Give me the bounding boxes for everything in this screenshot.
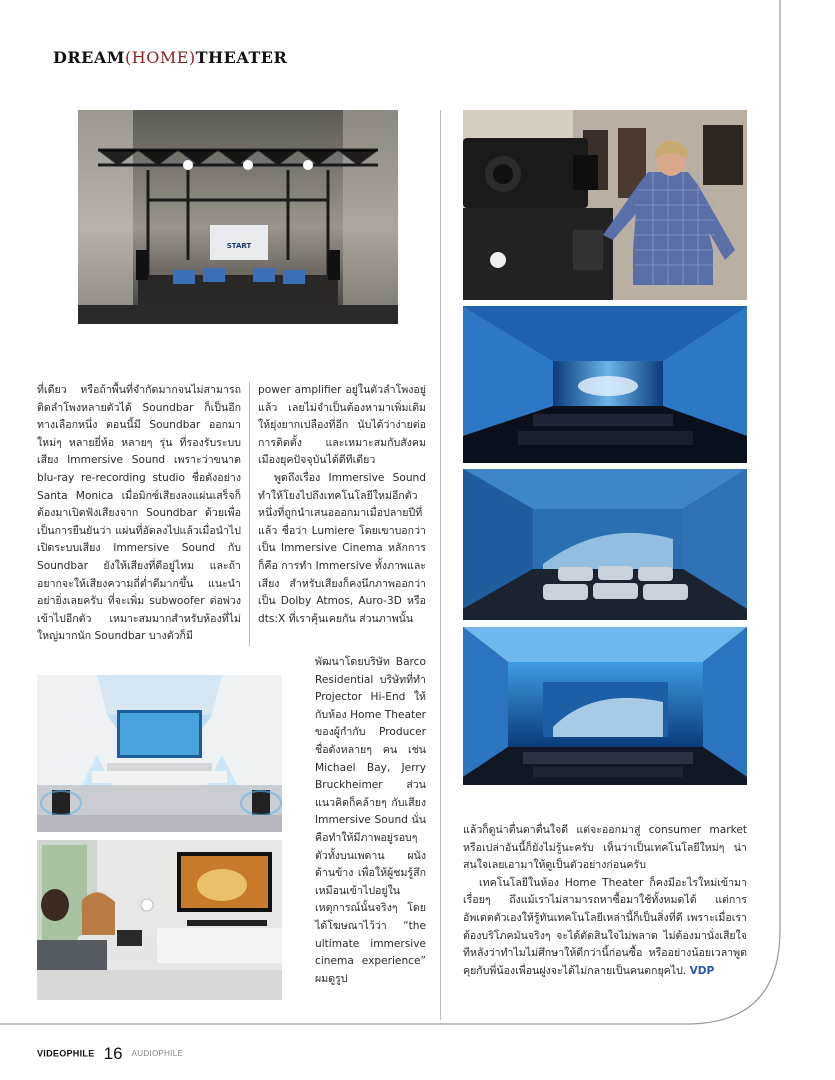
middle-paragraph-2: พูดถึงเรื่อง Immersive Sound ทำให้โยงไปถึงเทคโนโลยีใหม่อีกตัวหนึ่งที่ถูกนำเสนอออกมาเมื่อปลายปีที่แล้ว ชื่อว่า Lumiere โดยเขาบอกว่าเป็น Immersive Cinema หลักการก็คือ การทำ Immersive ทั้งภาพและเสียง สำหรับเสียงก็คงนึกภาพออกว่าเป็น Dolby Atmos, Auro-3D หรือ dts:X ที่เราคุ้นเคยกัน ส่วนภาพนั้น [258,471,426,625]
narrow-text-column [315,654,426,988]
author-credit: VDP [689,964,715,977]
column-divider [249,382,250,646]
section-header [53,48,287,67]
couple-tv-photo [37,840,282,1000]
immersive-cinema-photo [463,469,747,620]
left-text-column [37,382,241,646]
right-paragraph-2-text: เทคโนโลยีในห้อง Home Theater ก็คงมีอะไรใหม่เข้ามาเรื่อยๆ ถึงแม้เราไม่สามารถหาซื้อมาใช้ทั้งหมดได้ แต่การอัพเดตตัวเองให้รู้ทันเทคโนโลยีเหล่านี้ก็เป็นสิ่งที่ดี เพราะเมื่อเราต้องบริโภคมันจริงๆ จะได้ตัดสินใจไม่พลาด ไม่ต้องมานั่งเสียใจทีหลังว่าทำไมไม่ศึกษาให้ดีกว่านี้ก่อนซื้อ หรืออย่างน้อยเวลาพูดคุยกับพี่น้องเพื่อนฝูงจะได้ไม่กลายเป็นคนตกยุคไป. [463,876,747,977]
sister-magazine-name: AUDIOPHILE [131,1049,184,1058]
header-dream: DREAM [53,48,125,67]
studio-screen-text: START [226,242,252,250]
narrow-paragraph: พัฒนาโดยบริษัท Barco Residential บริษัทที่ทำ Projector Hi-End ให้กับห้อง Home Theater ของผู้กำกับ Producer ชื่อดังหลายๆ คน เช่น Michael Bay, Jerry Bruckheimer ส่วนแนวคิดก็คล้ายๆ กับเสียง Immersive Sound นั่นคือทำให้มีภาพอยู่รอบๆ ตัวทั้งบนเพดาน ผนังด้านข้าง เพื่อให้ผู้ชมรู้สึกเหมือนเข้าไปอยู่ในเหตุการณ์นั้นจริงๆ โดยได้โฆษณาไว้ว่า “the ultimate immersive cinema experience” ผมดูรูป [315,656,426,985]
page-footer [37,1043,183,1064]
right-paragraph-2 [463,875,747,981]
immersive-cinema-photo [463,627,747,785]
middle-paragraph-1: power amplifier อยู่ในตัวลำโพงอยู่แล้ว เลยไม่จำเป็นต้องหามาเพิ่มเติมให้ยุ่งยากเปลืองที่อีก นับได้ว่าง่ายต่อการติดตั้ง และเหมาะสมกับสังคมเมืองยุคปัจจุบันได้ดีทีเดียว [258,384,426,467]
magazine-name: VIDEOPHILE [37,1048,95,1059]
header-theater: THEATER [195,48,288,67]
header-home: (HOME) [125,48,196,67]
projector-man-photo [463,110,747,300]
column-divider [440,110,441,1020]
right-text-column [463,822,747,980]
middle-text-column [258,382,426,628]
left-paragraph: ที่เดียว หรือถ้าพื้นที่จำกัดมากจนไม่สามารถติดลำโพงหลายตัวได้ Soundbar ก็เป็นอีกทางเลือกหนึ่ง ตอนนี้มี Soundbar ออกมาใหม่ๆ หลายยี่ห้อ หลายๆ รุ่น ที่รองรับระบบเสียง Immersive Sound เพราะว่าขนาด blu-ray re-recording studio ชื่อดังอย่าง Santa Monica เมื่อมิกซ์เสียงลงแผ่นเสร็จก็ต้องมาเปิดฟังเสียงจาก Soundbar ด้วยเพื่อเป็นการยืนยันว่า แผ่นที่อัดลงไปแล้วเมื่อนำไปเปิดระบบเสียง Immersive Sound กับ Soundbar ยังให้เสียงที่ดีอยู่ไหม และถ้าอยากจะให้เสียงความถี่ต่ำดีมากขึ้น แนะนำอย่ายิ่งเลยครับ ที่จะเพิ่ม subwoofer ต่อพ่วงเข้าไปอีกตัว เหมาะสมมากสำหรับห้องที่ไม่ใหญ่มากนัก Soundbar บางตัวก็มี [37,384,241,643]
soundbar-room-photo [37,675,282,832]
immersive-cinema-photo [463,306,747,463]
studio-photo [78,110,398,324]
right-paragraph-1: แล้วก็ดูน่าตื่นตาตื่นใจดี แต่จะออกมาสู่ consumer market หรือเปล่าอันนี้ก็ยังไม่รู้นะครับ เห็นว่าเป็นเทคโนโลยีใหม่ๆ น่าสนใจเลยเอามาให้ดูเป็นตัวอย่างก่อนครับ [463,824,747,872]
page-number: 16 [103,1043,123,1063]
